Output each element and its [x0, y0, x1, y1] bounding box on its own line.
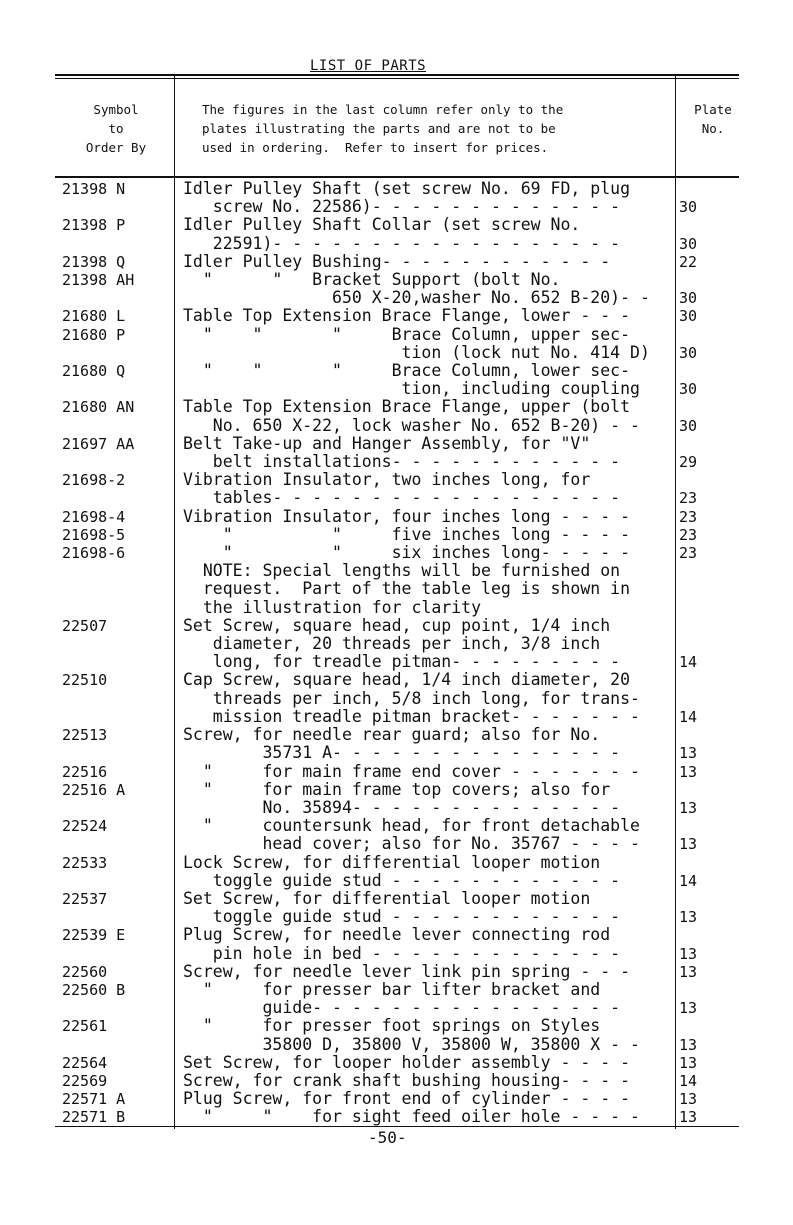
plate-number: 13: [679, 762, 698, 781]
part-row: [0, 253, 793, 271]
plate-number: 30: [679, 380, 698, 399]
part-description: Lock Screw, for differential looper motion toggle guide stud - - - - - - - - - - - -: [183, 852, 621, 890]
plate-number: 29: [679, 453, 698, 472]
part-description: Idler Pulley Bushing- - - - - - - - - - - -: [183, 251, 611, 271]
part-row: [0, 854, 793, 890]
part-row: [0, 1090, 793, 1108]
plate-number: 13: [679, 999, 698, 1018]
part-row: [0, 362, 793, 398]
parts-list: [0, 180, 793, 1127]
plate-number: 13: [679, 835, 698, 854]
part-description: Plug Screw, for needle lever connecting rod pin hole in bed - - - - - - - - - - - - -: [183, 925, 621, 963]
part-symbol: 21398 AH: [62, 271, 135, 290]
part-symbol: 22560: [62, 962, 108, 981]
part-symbol: 21697 AA: [62, 434, 135, 453]
part-description: " " Bracket Support (bolt No. 650 X-20,washer No. 652 B-20)- -: [202, 270, 650, 308]
plate-number: 13: [679, 908, 698, 927]
part-symbol: 21398 P: [62, 216, 126, 235]
part-symbol: 21398 Q: [62, 252, 126, 271]
part-symbol: 22510: [62, 671, 108, 690]
part-row: [0, 671, 793, 726]
part-description: " " " Brace Column, lower sec- tion, including coupling: [202, 361, 640, 399]
part-row: [0, 271, 793, 307]
part-symbol: 22561: [62, 1017, 108, 1036]
part-symbol: 22533: [62, 853, 108, 872]
part-description: " for presser bar lifter bracket and guide- - - - - - - - - - - - - - - -: [202, 979, 621, 1018]
part-description: " for main frame end cover - - - - - - -: [183, 761, 640, 781]
part-symbol: 21680 P: [62, 325, 126, 344]
part-symbol: 21680 AN: [62, 398, 135, 417]
part-symbol: 22507: [62, 616, 108, 635]
part-row: [0, 926, 793, 962]
part-symbol: 21680 L: [62, 307, 126, 326]
plate-number: 14: [679, 707, 698, 726]
part-symbol: 21698-4: [62, 507, 126, 526]
plate-column-header: Plate No.: [694, 102, 732, 136]
part-description: Set Screw, square head, cup point, 1/4 inch diameter, 20 threads per inch, 3/8 inch long, for treadle pitman- - - - - - - - -: [183, 615, 621, 672]
part-row: [0, 890, 793, 926]
part-symbol: 21698-6: [62, 544, 126, 563]
part-row: [0, 307, 793, 325]
part-row: [0, 617, 793, 672]
part-symbol: 22560 B: [62, 980, 126, 999]
plate-number: 13: [679, 1108, 698, 1127]
part-description: Set Screw, for differential looper motion toggle guide stud - - - - - - - - - - - -: [183, 888, 621, 927]
part-description: " countersunk head, for front detachable head cover; also for No. 35767 - - - -: [202, 816, 640, 854]
part-description: " " for sight feed oiler hole - - - -: [183, 1107, 640, 1127]
part-description: Screw, for crank shaft bushing housing- - - -: [183, 1070, 631, 1090]
part-row: [0, 1072, 793, 1090]
part-description: Vibration Insulator, four inches long - - - -: [183, 506, 631, 526]
part-row: [0, 398, 793, 434]
part-row: [0, 817, 793, 853]
part-symbol: 21398 N: [62, 180, 126, 198]
part-symbol: 22513: [62, 726, 108, 745]
plate-number: 23: [679, 525, 698, 544]
plate-number: 23: [679, 507, 698, 526]
part-symbol: 22539 E: [62, 926, 126, 945]
header-bottom-rule: [55, 176, 739, 178]
part-row: [0, 1017, 793, 1053]
part-row: [0, 781, 793, 817]
plate-number: 23: [679, 544, 698, 563]
part-symbol: 22516: [62, 762, 108, 781]
part-symbol: 22524: [62, 817, 108, 836]
part-description: Vibration Insulator, two inches long, for tables- - - - - - - - - - - - - - - - - -: [183, 470, 621, 508]
part-description: Screw, for needle lever link pin spring - - -: [183, 961, 631, 981]
page-number: -50-: [368, 1128, 407, 1147]
part-description: Table Top Extension Brace Flange, upper (bolt No. 650 X-22, lock washer No. 652 B-20) - -: [183, 397, 640, 435]
plate-number: 13: [679, 944, 698, 963]
part-description: " for presser foot springs on Styles 35800 D, 35800 V, 35800 W, 35800 X - -: [202, 1016, 640, 1054]
part-description: " for main frame top covers; also for No. 35894- - - - - - - - - - - - - -: [202, 779, 621, 817]
plate-number: 30: [679, 198, 698, 217]
plate-number: 13: [679, 1035, 698, 1054]
plate-number: 30: [679, 234, 698, 253]
part-description: " " six inches long- - - - -: [183, 543, 631, 563]
part-row: [0, 562, 793, 617]
part-description: " " five inches long - - - -: [183, 524, 631, 544]
part-row: [0, 726, 793, 762]
part-description: Plug Screw, for front end of cylinder - - - -: [183, 1089, 631, 1109]
top-rule-2: [55, 78, 739, 79]
part-symbol: 21698-5: [62, 525, 126, 544]
plate-number: 13: [679, 962, 698, 981]
header-note: The figures in the last column refer only to the plates illustrating the parts and are not to be used in ordering. Refer to insert for prices.: [202, 102, 564, 155]
plate-number: 13: [679, 1090, 698, 1109]
part-row: [0, 216, 793, 252]
part-row: [0, 471, 793, 507]
part-row: [0, 981, 793, 1017]
part-description: Set Screw, for looper holder assembly - - - -: [183, 1052, 631, 1072]
plate-number: 30: [679, 343, 698, 362]
plate-number: 30: [679, 289, 698, 308]
part-row: [0, 508, 793, 526]
part-description: NOTE: Special lengths will be furnished on request. Part of the table leg is shown in the illustration for clarity: [202, 561, 631, 617]
part-row: [0, 544, 793, 562]
part-symbol: 22516 A: [62, 780, 126, 799]
part-symbol: 21680 Q: [62, 362, 126, 381]
part-description: Screw, for needle rear guard; also for No. 35731 A- - - - - - - - - - - - - - -: [183, 725, 621, 763]
plate-number: 22: [679, 252, 698, 271]
plate-number: 14: [679, 653, 698, 672]
part-description: Idler Pulley Shaft (set screw No. 69 FD, plug screw No. 22586)- - - - - - - - - - - - -: [183, 179, 631, 217]
symbol-column-header: Symbol to Order By: [85, 102, 147, 155]
part-row: [0, 1108, 793, 1126]
plate-number: 23: [679, 489, 698, 508]
part-symbol: 22569: [62, 1071, 108, 1090]
plate-number: 30: [679, 416, 698, 435]
plate-number: 13: [679, 1053, 698, 1072]
part-symbol: 21698-2: [62, 471, 126, 490]
part-symbol: 22537: [62, 889, 108, 908]
part-symbol: 22571 B: [62, 1108, 126, 1127]
part-description: Cap Screw, square head, 1/4 inch diameter, 20 threads per inch, 5/8 inch long, for trans- mission treadle pitman bracket- - - - - - -: [183, 670, 640, 726]
part-description: " " " Brace Column, upper sec- tion (lock nut No. 414 D): [202, 324, 650, 362]
part-row: [0, 1054, 793, 1072]
part-description: Table Top Extension Brace Flange, lower - - -: [183, 306, 631, 326]
part-description: Belt Take-up and Hanger Assembly, for "V" belt installations- - - - - - - - - - - -: [183, 433, 621, 472]
part-row: [0, 326, 793, 362]
part-row: [0, 435, 793, 471]
part-row: [0, 763, 793, 781]
plate-number: 13: [679, 744, 698, 763]
part-symbol: 22564: [62, 1053, 108, 1072]
part-row: [0, 180, 793, 216]
page-title: LIST OF PARTS: [310, 58, 427, 74]
plate-number: 14: [679, 871, 698, 890]
part-row: [0, 526, 793, 544]
plate-number: 13: [679, 798, 698, 817]
plate-number: 14: [679, 1071, 698, 1090]
part-symbol: 22571 A: [62, 1090, 126, 1109]
part-description: Idler Pulley Shaft Collar (set screw No. 22591)- - - - - - - - - - - - - - - - - -: [183, 215, 621, 253]
plate-number: 30: [679, 307, 698, 326]
top-rule: [55, 74, 739, 76]
part-row: [0, 963, 793, 981]
